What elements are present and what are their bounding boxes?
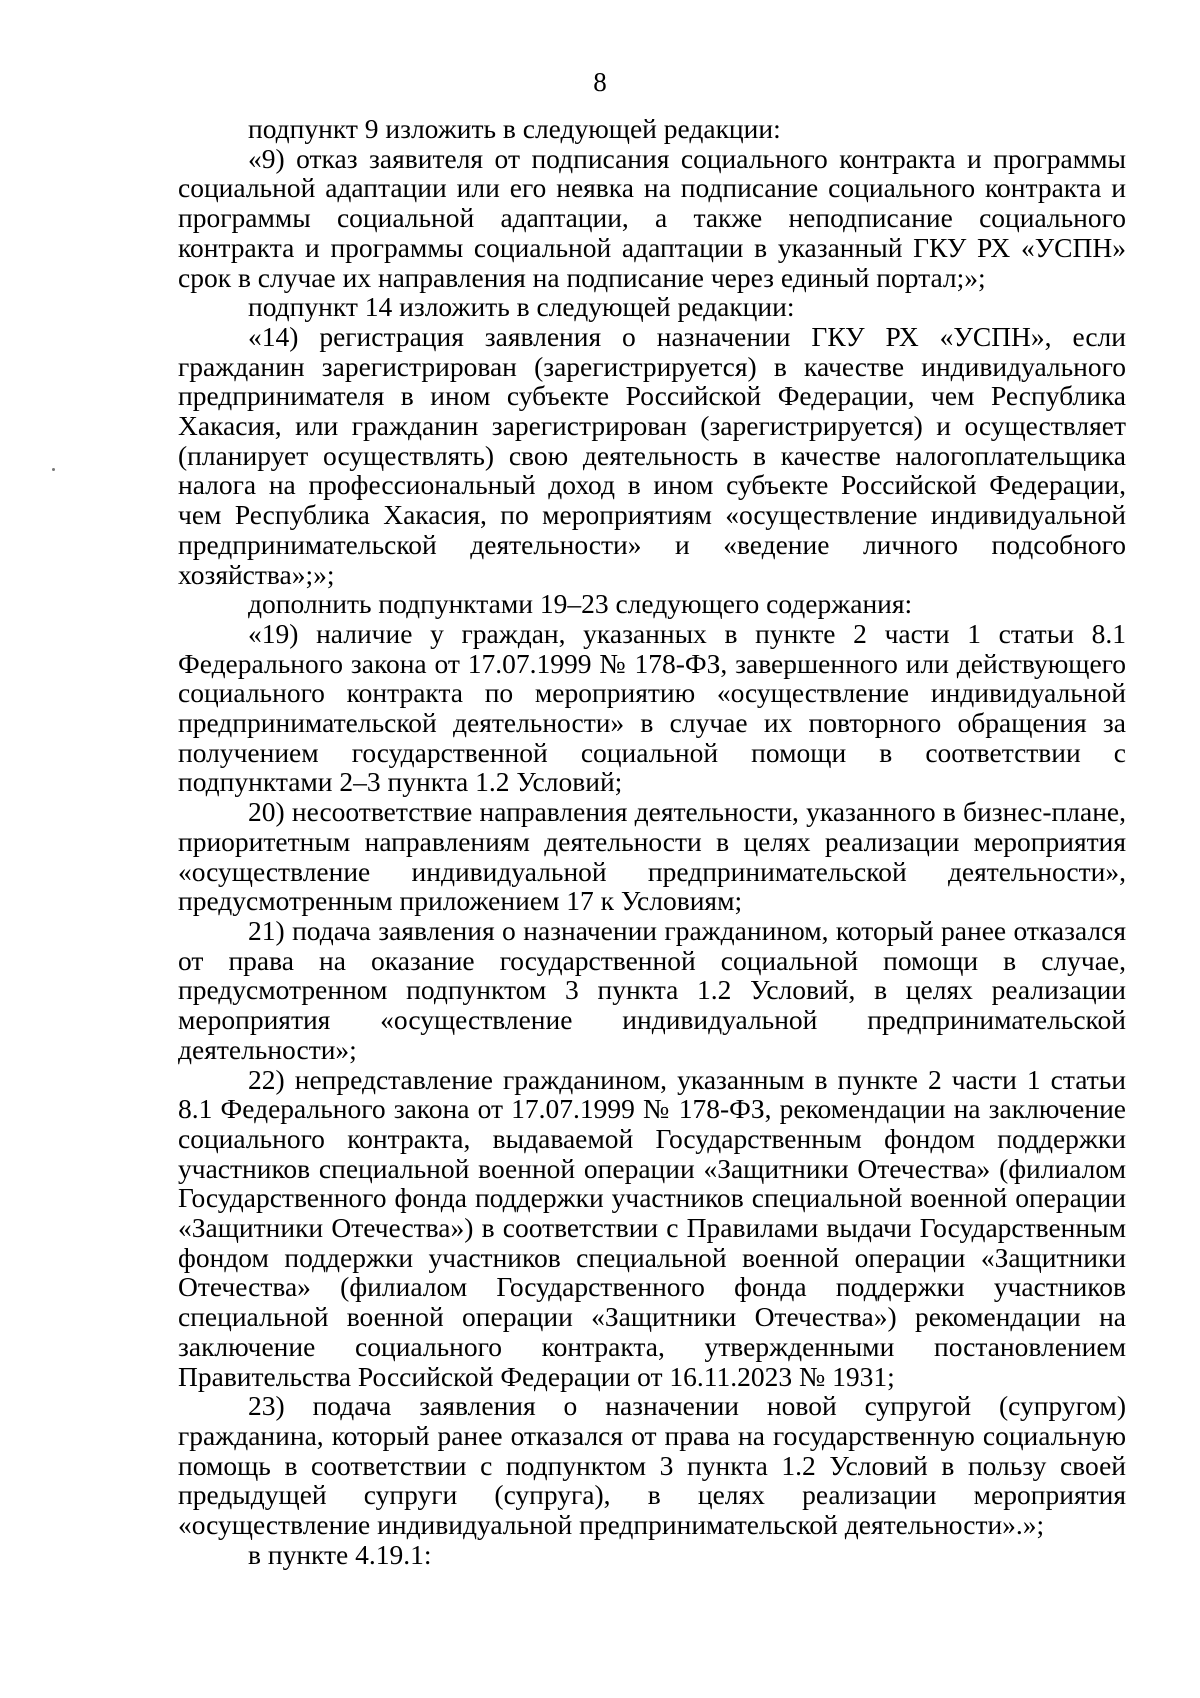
paragraph: дополнить подпунктами 19–23 следующего содержания:: [248, 588, 913, 620]
paragraph: 23) подача заявления о назначении новой супругой (супругом) гражданина, который ранее отказался от права на государственную социальную помощь в соответствии с подпунктом 3 пункта 1.2 Условий в пользу своей предыдущей супруги (супруга), в целях реализации мероприятия «осуществление индивидуальной предпринимательской деятельности».»;: [178, 1390, 1126, 1541]
paragraph: 22) непредставление гражданином, указанным в пункте 2 части 1 статьи 8.1 Федерального закона от 17.07.1999 № 178-ФЗ, рекомендации на заключение социального контракта, выдаваемой Государственным фондом поддержки участников специальной военной операции «Защитники Отечества» (филиалом Государственного фонда поддержки участников специальной военной операции «Защитники Отечества») в соответствии с Правилами выдачи Государственным фондом поддержки участников специальной военной операции «Защитники Отечества» (филиалом Государственного фонда поддержки участников специальной военной операции «Защитники Отечества») рекомендации на заключение социального контракта, утвержденными постановлением Правительства Российской Федерации от 16.11.2023 № 1931;: [178, 1063, 1126, 1392]
paragraph: «14) регистрация заявления о назначении ГКУ РХ «УСПН», если гражданин зарегистрирован (зарегистрируется) в качестве индивидуального предпринимателя в ином субъекте Российской Федерации, чем Республика Хакасия, или гражданин зарегистрирован (зарегистрируется) и осуществляет (планирует осуществлять) свою деятельность в качестве налогоплательщика налога на профессиональный доход в ином субъекте Российской Федерации, чем Республика Хакасия, по мероприятиям «осуществление индивидуальной предпринимательской деятельности» и «ведение личного подсобного хозяйства»;»;: [178, 320, 1126, 590]
scan-speck: [52, 468, 55, 471]
paragraph: подпункт 14 изложить в следующей редакции:: [248, 291, 795, 323]
paragraph: 20) несоответствие направления деятельности, указанного в бизнес-плане, приоритетным направлениям деятельности в целях реализации мероприятия «осуществление индивидуальной предпринимательской деятельности», предусмотренным приложением 17 к Условиям;: [178, 796, 1126, 917]
paragraph: «9) отказ заявителя от подписания социального контракта и программы социальной адаптации или его неявка на подписание социального контракта и программы социальной адаптации, а также неподписание социального контракта и программы социальной адаптации в указанный ГКУ РХ «УСПН» срок в случае их направления на подписание через единый портал;»;: [178, 142, 1126, 293]
page-number: 8: [593, 67, 607, 97]
paragraph: подпункт 9 изложить в следующей редакции:: [248, 113, 781, 144]
paragraph: 21) подача заявления о назначении гражданином, который ранее отказался от права на оказание государственной социальной помощи в случае, предусмотренном подпунктом 3 пункта 1.2 Условий, в целях реализации мероприятия «осуществление индивидуальной предпринимательской деятельности»;: [178, 914, 1126, 1065]
paragraph: «19) наличие у граждан, указанных в пункте 2 части 1 статьи 8.1 Федерального закона от 17.07.1999 № 178-ФЗ, завершенного или действующего социального контракта по мероприятию «осуществление индивидуальной предпринимательской деятельности» в случае их повторного обращения за получением государственной социальной помощи в соответствии с подпунктами 2–3 пункта 1.2 Условий;: [178, 617, 1126, 798]
document-body: [178, 114, 1126, 1569]
paragraph: в пункте 4.19.1:: [248, 1538, 432, 1570]
